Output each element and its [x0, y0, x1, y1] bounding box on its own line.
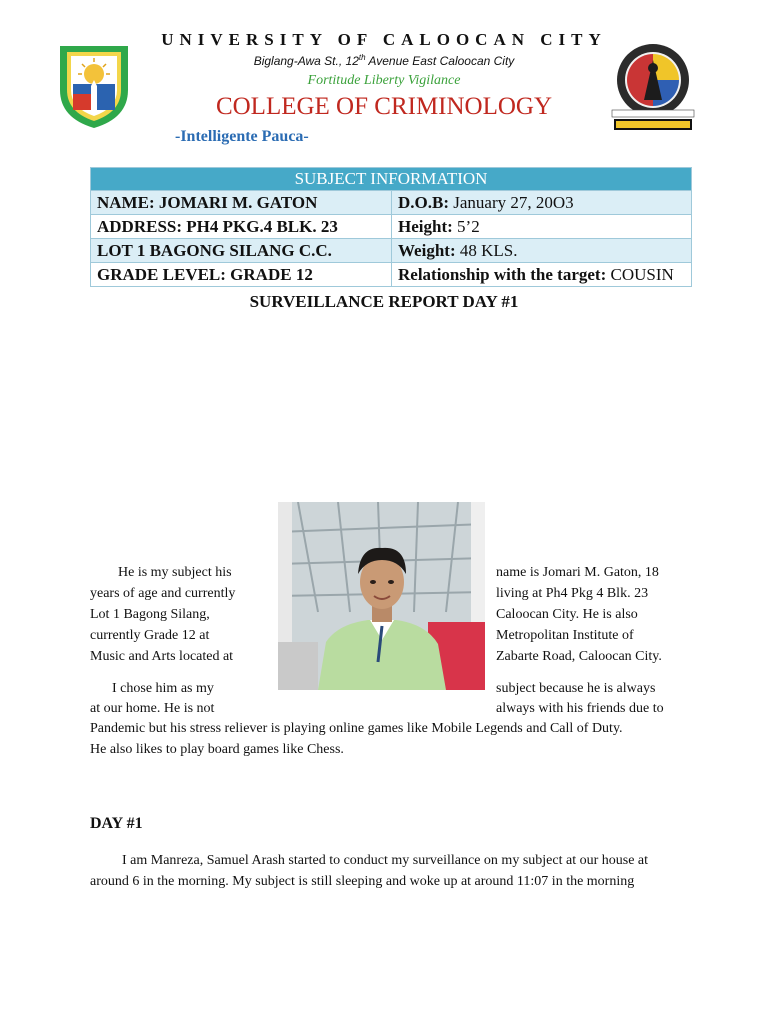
- subject-grade-level: GRADE LEVEL: GRADE 12: [91, 263, 392, 287]
- day-heading: DAY #1: [90, 815, 143, 832]
- intro-right-line-5: Zabarte Road, Caloocan City.: [496, 649, 662, 664]
- intro-left-line-5: Music and Arts located at: [90, 649, 234, 664]
- p2-line-3: Pandemic but his stress reliever is playing online games like Mobile Legends and Call of Duty.: [90, 721, 623, 736]
- subject-address-line2: LOT 1 BAGONG SILANG C.C.: [91, 239, 392, 263]
- report-title: SURVEILLANCE REPORT DAY #1: [249, 292, 519, 311]
- subject-height: Height: 5’2: [392, 215, 692, 239]
- university-name: UNIVERSITY OF CALOOCAN CITY: [161, 30, 607, 49]
- subject-photo: [278, 502, 485, 690]
- subject-address-line1: ADDRESS: PH4 PKG.4 BLK. 23: [91, 215, 392, 239]
- university-seal-logo: [56, 40, 132, 130]
- p2-line-4: He also likes to play board games like Chess.: [90, 742, 344, 757]
- p2-right-line-2: always with his friends due to: [496, 701, 664, 716]
- subject-name: NAME: JOMARI M. GATON: [91, 191, 392, 215]
- p2-left-line-1: I chose him as my: [112, 681, 214, 696]
- intro-left-line-3: Lot 1 Bagong Silang,: [90, 607, 210, 622]
- day-paragraph: I am Manreza, Samuel Arash started to conduct my surveillance on my subject at our house at around 6 in the morning. My subject is still sleeping and woke up at around 11:07 in the morning: [90, 853, 649, 889]
- intro-right-line-1: name is Jomari M. Gaton, 18: [496, 565, 659, 580]
- college-tagline: -Intelligente Pauca-: [175, 128, 309, 145]
- intro-right-line-2: living at Ph4 Pkg 4 Blk. 23: [496, 586, 649, 601]
- university-motto: Fortitude Liberty Vigilance: [307, 73, 461, 88]
- subject-weight: Weight: 48 KLS.: [392, 239, 692, 263]
- p2-left-line-2: at our home. He is not: [90, 701, 215, 716]
- intro-left-line-2: years of age and currently: [90, 586, 236, 601]
- subject-dob: D.O.B: January 27, 20O3: [392, 191, 692, 215]
- intro-right-line-3: Caloocan City. He is also: [496, 607, 638, 622]
- subject-info-table: [90, 167, 692, 287]
- university-address: Biglang-Awa St., 12th Avenue East Caloocan City: [253, 53, 515, 68]
- intro-left-line-1: He is my subject his: [118, 565, 232, 580]
- subject-relationship: Relationship with the target: COUSIN: [392, 263, 692, 287]
- intro-right-line-4: Metropolitan Institute of: [496, 628, 634, 643]
- college-name: COLLEGE OF CRIMINOLOGY: [215, 93, 553, 120]
- p2-right-line-1: subject because he is always: [496, 681, 656, 696]
- criminology-logo: [606, 42, 700, 134]
- table-title: SUBJECT INFORMATION: [91, 168, 692, 191]
- intro-left-line-4: currently Grade 12 at: [90, 628, 210, 643]
